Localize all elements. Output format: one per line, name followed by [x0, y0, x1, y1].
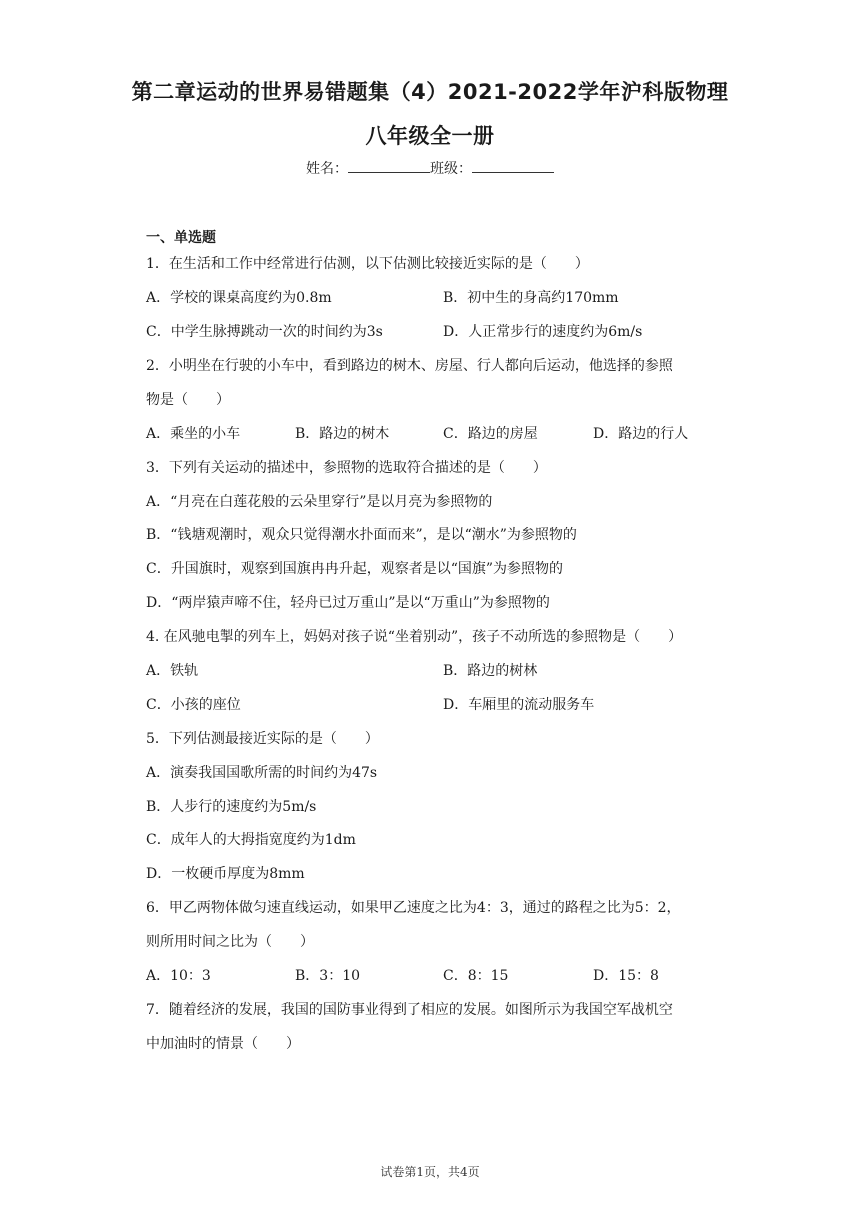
- question-7-stem-line-1: 7．随着经济的发展，我国的国防事业得到了相应的发展。如图所示为我国空军战机空: [146, 1002, 673, 1018]
- question-4-stem: 4. 在风驰电掣的列车上，妈妈对孩子说“坐着别动”，孩子不动所选的参照物是（ ）: [146, 629, 683, 645]
- q1-option-a: A．学校的课桌高度约为0.8m: [146, 290, 332, 306]
- q3-option-d: D．“两岸猿声啼不住，轻舟已过万重山”是以“万重山”为参照物的: [146, 595, 550, 611]
- question-5-stem: 5．下列估测最接近实际的是（ ）: [146, 731, 379, 747]
- q3-option-b: B．“钱塘观潮时，观众只觉得潮水扑面而来”，是以“潮水”为参照物的: [146, 527, 577, 543]
- section-title: 一、单选题: [146, 230, 216, 246]
- q5-option-c: C．成年人的大拇指宽度约为1dm: [146, 832, 356, 848]
- q6-option-c: C．8：15: [443, 968, 509, 984]
- q2-option-c: C．路边的房屋: [443, 426, 538, 442]
- question-6-stem-line-2: 则所用时间之比为（ ）: [146, 934, 314, 950]
- q6-option-b: B．3：10: [295, 968, 361, 984]
- question-7-stem-line-2: 中加油时的情景（ ）: [146, 1036, 300, 1052]
- q4-option-a: A．铁轨: [146, 663, 199, 679]
- q2-option-b: B．路边的树木: [295, 426, 390, 442]
- q5-option-a: A．演奏我国国歌所需的时间约为47s: [146, 765, 378, 781]
- class-label: 班级：: [430, 161, 472, 177]
- question-1-stem: 1．在生活和工作中经常进行估测，以下估测比较接近实际的是（ ）: [146, 256, 589, 272]
- question-2-stem-line-1: 2．小明坐在行驶的小车中，看到路边的树木、房屋、行人都向后运动，他选择的参照: [146, 358, 673, 374]
- q1-option-b: B．初中生的身高约170mm: [443, 290, 619, 306]
- question-6-stem-line-1: 6．甲乙两物体做匀速直线运动，如果甲乙速度之比为4：3，通过的路程之比为5：2，: [146, 900, 681, 916]
- student-info: [0, 158, 860, 178]
- document-title-line-2: 八年级全一册: [365, 124, 495, 148]
- q3-option-a: A．“月亮在白莲花般的云朵里穿行”是以月亮为参照物的: [146, 494, 493, 510]
- q2-option-d: D．路边的行人: [593, 426, 689, 442]
- class-blank[interactable]: [472, 160, 554, 173]
- q5-option-b: B．人步行的速度约为5m/s: [146, 799, 317, 815]
- q6-option-a: A．10：3: [146, 968, 211, 984]
- name-blank[interactable]: [348, 160, 430, 173]
- q1-option-d: D．人正常步行的速度约为6m/s: [443, 324, 643, 340]
- q4-option-d: D．车厢里的流动服务车: [443, 697, 595, 713]
- question-3-stem: 3．下列有关运动的描述中，参照物的选取符合描述的是（ ）: [146, 460, 547, 476]
- q1-option-c: C．中学生脉搏跳动一次的时间约为3s: [146, 324, 383, 340]
- page-footer: 试卷第1页，共4页: [380, 1165, 480, 1179]
- name-label: 姓名：: [306, 161, 348, 177]
- q6-option-d: D．15：8: [593, 968, 659, 984]
- question-2-stem-line-2: 物是（ ）: [146, 392, 230, 408]
- q5-option-d: D．一枚硬币厚度为8mm: [146, 866, 305, 882]
- q4-option-c: C．小孩的座位: [146, 697, 241, 713]
- q2-option-a: A．乘坐的小车: [146, 426, 241, 442]
- q4-option-b: B．路边的树林: [443, 663, 538, 679]
- q3-option-c: C．升国旗时，观察到国旗冉冉升起，观察者是以“国旗”为参照物的: [146, 561, 564, 577]
- document-title-line-1: 第二章运动的世界易错题集（4）2021-2022学年沪科版物理: [131, 80, 729, 104]
